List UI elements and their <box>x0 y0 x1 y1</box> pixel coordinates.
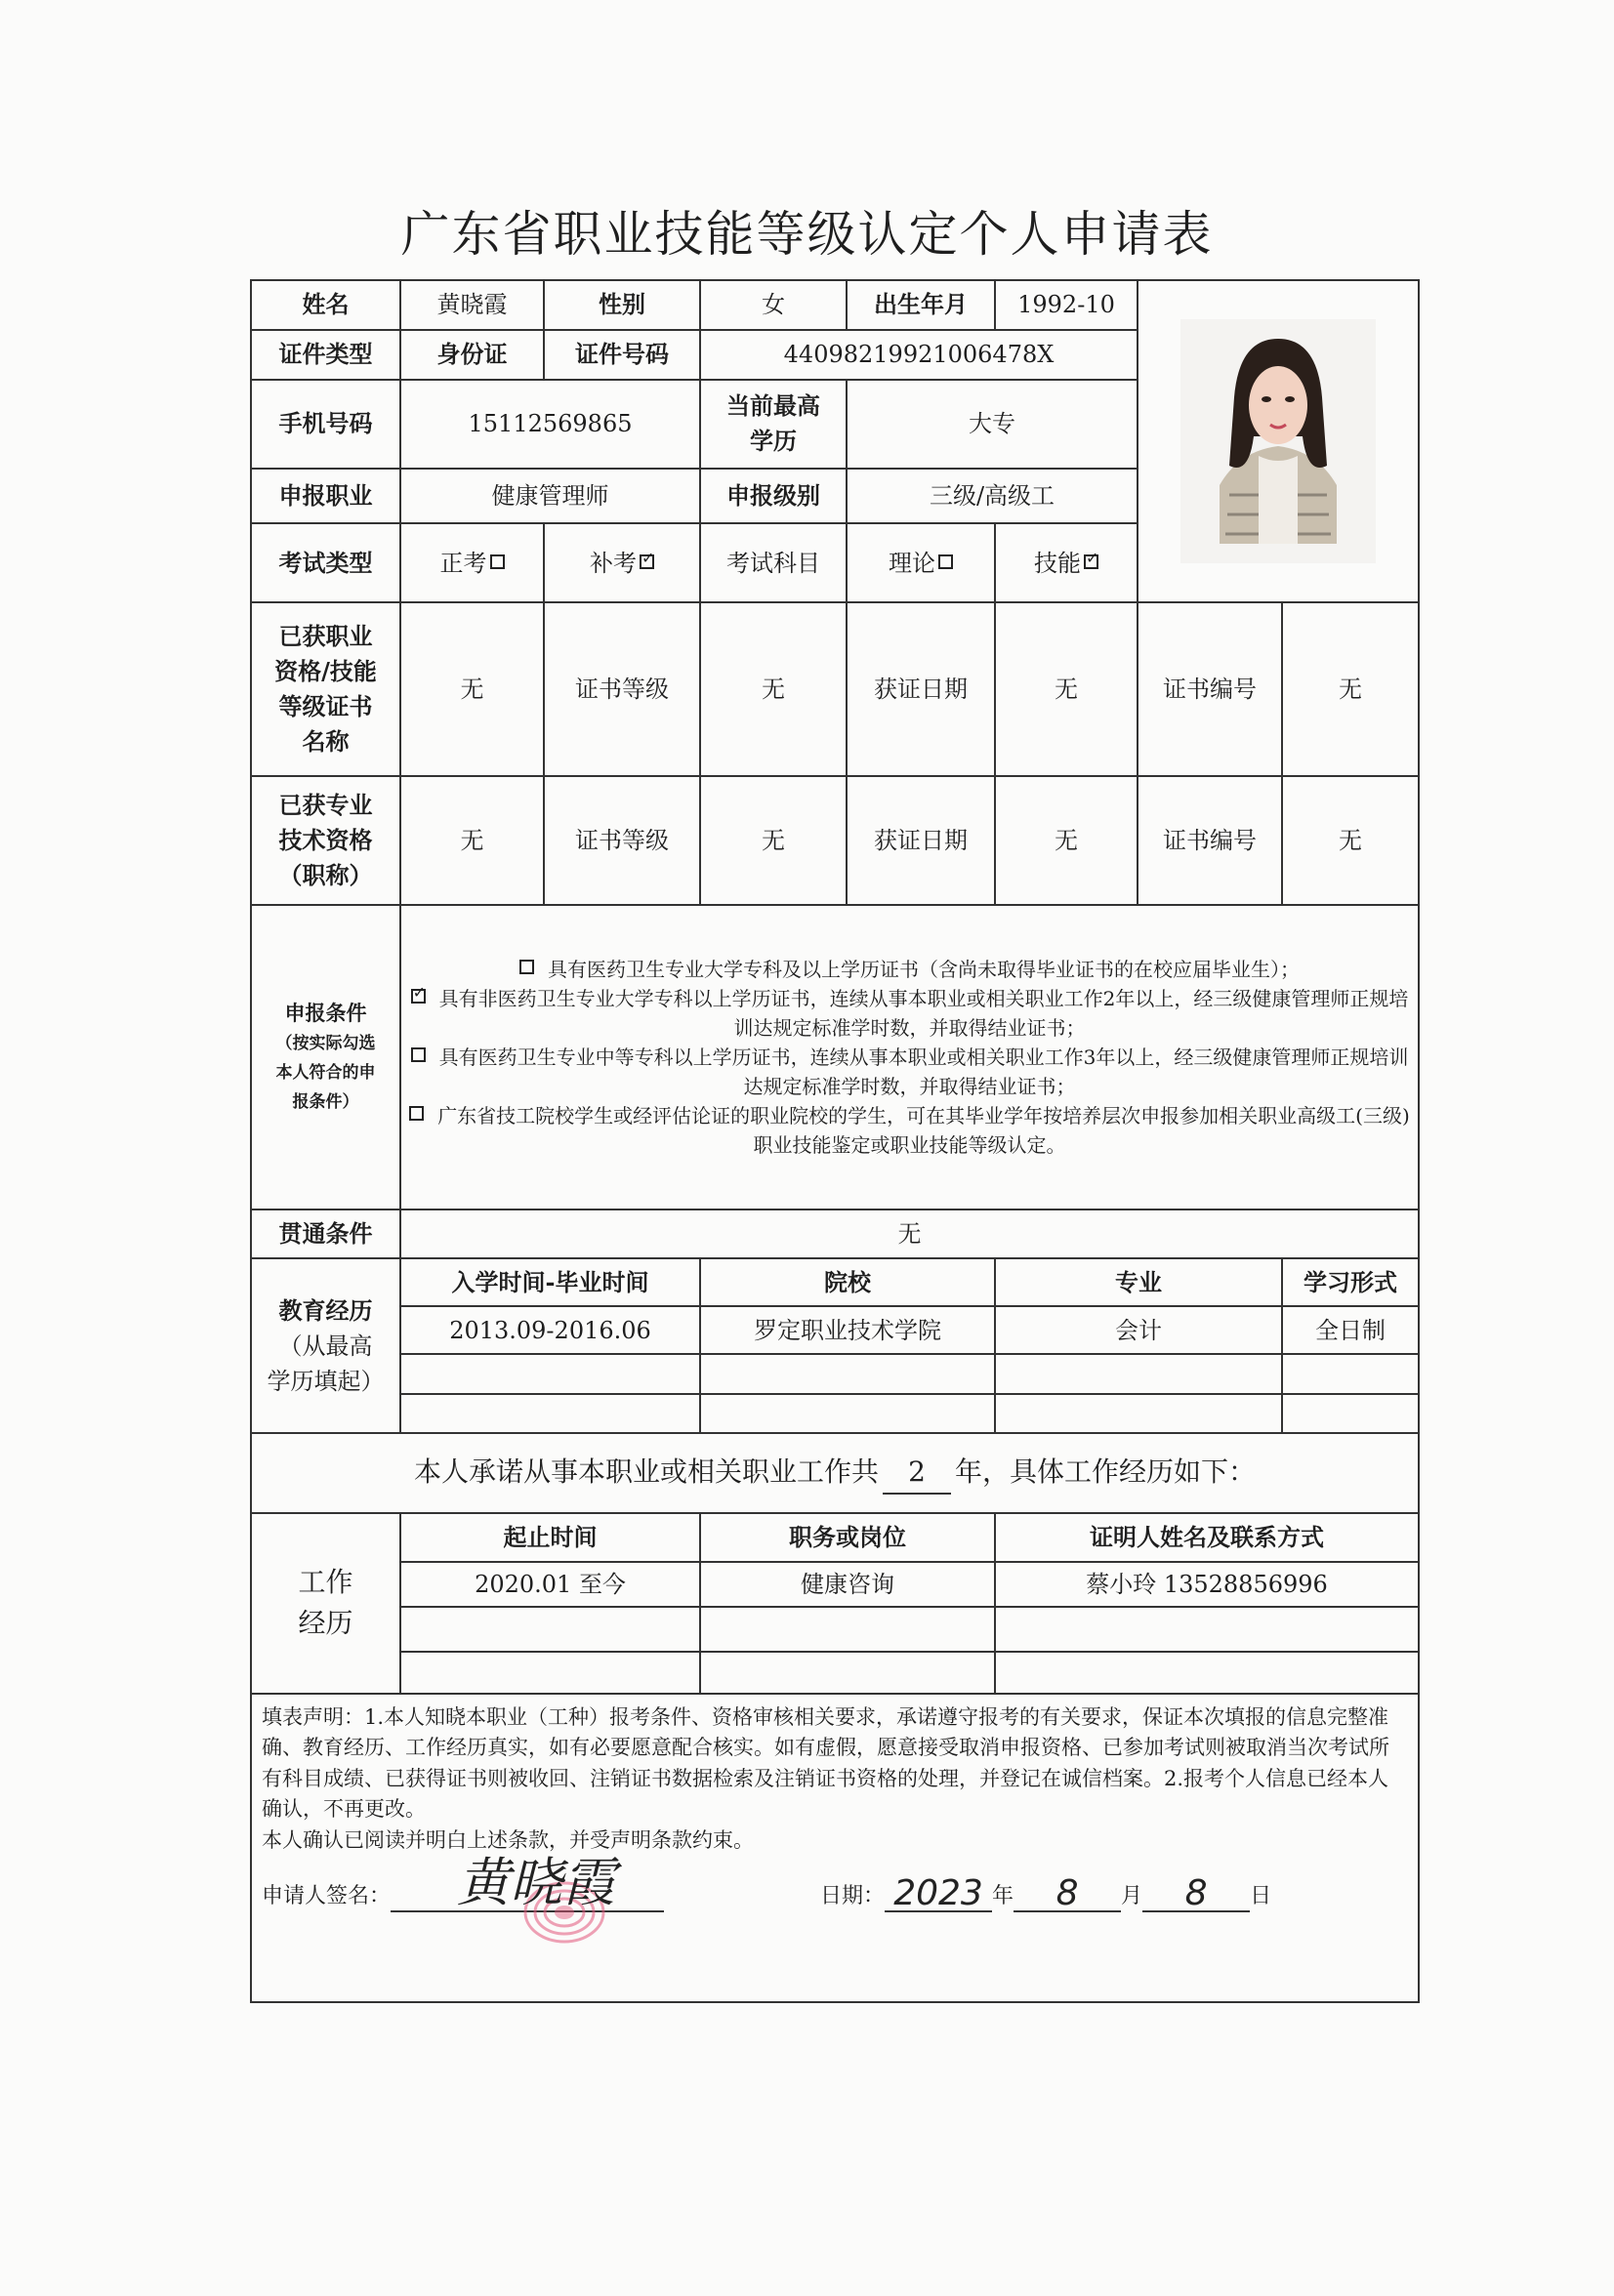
label-sign: 申请人签名： <box>262 1884 392 1909</box>
edu-mode-cell[interactable] <box>1282 1354 1419 1394</box>
date-month-field[interactable]: 8 <box>1014 1877 1121 1912</box>
value-education-level[interactable]: 大专 <box>847 380 1138 470</box>
checkbox-exam-regular[interactable] <box>490 554 505 569</box>
value-cert-tech-no[interactable]: 无 <box>1282 776 1419 905</box>
work-position-cell[interactable]: 健康咨询 <box>700 1562 995 1607</box>
edu-major-cell[interactable] <box>995 1394 1282 1434</box>
label-id-no: 证件号码 <box>544 330 700 380</box>
header-work-period: 起止时间 <box>400 1513 700 1563</box>
checkbox-subject-theory[interactable] <box>938 554 953 569</box>
label-name: 姓名 <box>251 280 400 330</box>
header-work-position: 职务或岗位 <box>700 1513 995 1563</box>
edu-school-cell[interactable] <box>700 1394 995 1434</box>
edu-major-cell[interactable]: 会计 <box>995 1306 1282 1354</box>
work-reference-cell[interactable] <box>995 1607 1419 1652</box>
value-cert-tech-name[interactable]: 无 <box>400 776 544 905</box>
date-day-field[interactable]: 8 <box>1142 1877 1250 1912</box>
signature-fingerprint <box>437 1842 662 1949</box>
edu-mode-cell[interactable] <box>1282 1394 1419 1434</box>
value-cert-tech-date[interactable]: 无 <box>995 776 1138 905</box>
table-row <box>251 1562 1419 1607</box>
header-edu-period: 入学时间-毕业时间 <box>400 1258 700 1306</box>
label-exam-type: 考试类型 <box>251 523 400 602</box>
condition-item[interactable]: 具有医药卫生专业中等专科以上学历证书，连续从事本职业或相关职业工作3年以上，经三级健康管理师正规培训达规定标准学时数，并取得结业证书； <box>409 1043 1410 1101</box>
work-reference-cell[interactable]: 蔡小玲 13528856996 <box>995 1562 1419 1607</box>
label-cert-grade: 证书等级 <box>544 602 700 776</box>
label-cert-no-2: 证书编号 <box>1138 776 1282 905</box>
value-cert-qual-grade[interactable]: 无 <box>700 602 847 776</box>
value-id-type[interactable]: 身份证 <box>400 330 544 380</box>
work-reference-cell[interactable] <box>995 1652 1419 1694</box>
edu-period-cell[interactable] <box>400 1354 700 1394</box>
condition-checkbox[interactable] <box>519 960 534 974</box>
table-row <box>251 1306 1419 1354</box>
condition-checkbox[interactable] <box>411 989 426 1004</box>
work-promise: 本人承诺从事本职业或相关职业工作共 2 年，具体工作经历如下： <box>251 1433 1419 1512</box>
option-subject-skill[interactable]: 技能✓ <box>995 523 1138 602</box>
table-row <box>251 1354 1419 1394</box>
declaration-section <box>251 1694 1419 2002</box>
label-cert-date-2: 获证日期 <box>847 776 995 905</box>
value-level[interactable]: 三级/高级工 <box>847 469 1138 523</box>
label-cert-no: 证书编号 <box>1138 602 1282 776</box>
checkbox-subject-skill[interactable] <box>1084 554 1098 569</box>
label-work-experience: 工作 经历 <box>251 1513 400 1694</box>
condition-checkbox[interactable] <box>411 1047 426 1062</box>
application-form <box>250 279 1420 2003</box>
value-through-condition[interactable]: 无 <box>400 1210 1419 1259</box>
edu-mode-cell[interactable]: 全日制 <box>1282 1306 1419 1354</box>
option-exam-makeup[interactable]: 补考✓ <box>544 523 700 602</box>
condition-item[interactable]: ✓具有非医药卫生专业大学专科以上学历证书，连续从事本职业或相关职业工作2年以上，经三级健康管理师正规培训达规定标准学时数，并取得结业证书； <box>409 984 1410 1043</box>
label-cert-technical: 已获专业 技术资格 （职称） <box>251 776 400 905</box>
declaration-text: 填表声明：1.本人知晓本职业（工种）报考条件、资格审核相关要求，承诺遵守报考的有关要求，保证本次填报的信息完整准确、教育经历、工作经历真实，如有必要愿意配合核实。如有虚假，愿意接受取消申报资格、已参加考试则被取消当次考试所有科目成绩、已获得证书则被收回、注销证书数据检索及注销证书资格的处理，并登记在诚信档案。2.报考个人信息已经本人确认，不再更改。 <box>262 1704 1389 1822</box>
label-gender: 性别 <box>544 280 700 330</box>
label-education-level: 当前最高 学历 <box>700 380 847 470</box>
value-cert-tech-grade[interactable]: 无 <box>700 776 847 905</box>
conditions-list <box>400 905 1419 1209</box>
label-birth: 出生年月 <box>847 280 995 330</box>
label-cert-grade-2: 证书等级 <box>544 776 700 905</box>
label-cert-date: 获证日期 <box>847 602 995 776</box>
label-phone: 手机号码 <box>251 380 400 470</box>
table-row <box>251 1394 1419 1434</box>
work-position-cell[interactable] <box>700 1607 995 1652</box>
table-row <box>251 1652 1419 1694</box>
label-conditions: 申报条件 （按实际勾选 本人符合的申 报条件） <box>251 905 400 1209</box>
condition-checkbox[interactable] <box>409 1106 424 1121</box>
portrait-photo <box>1180 319 1376 563</box>
header-edu-mode: 学习形式 <box>1282 1258 1419 1306</box>
value-occupation[interactable]: 健康管理师 <box>400 469 700 523</box>
table-row <box>251 1607 1419 1652</box>
label-level: 申报级别 <box>700 469 847 523</box>
edu-period-cell[interactable] <box>400 1394 700 1434</box>
value-cert-qual-no[interactable]: 无 <box>1282 602 1419 776</box>
option-subject-theory[interactable]: 理论 <box>847 523 995 602</box>
value-cert-qual-date[interactable]: 无 <box>995 602 1138 776</box>
date-year-field[interactable]: 2023 <box>885 1877 992 1912</box>
signature-text: 黄晓霞 <box>457 1852 615 1914</box>
header-edu-school: 院校 <box>700 1258 995 1306</box>
value-gender[interactable]: 女 <box>700 280 847 330</box>
option-exam-regular[interactable]: 正考 <box>400 523 544 602</box>
signature-line: 申请人签名： 黄晓霞 日期： 2023 年 8 月 8 日 <box>262 1877 1408 1912</box>
value-id-no[interactable]: 44098219921006478X <box>700 330 1138 380</box>
checkbox-exam-makeup[interactable] <box>640 554 654 569</box>
label-through-condition: 贯通条件 <box>251 1210 400 1259</box>
applicant-photo <box>1138 280 1419 602</box>
value-cert-qual-name[interactable]: 无 <box>400 602 544 776</box>
work-period-cell[interactable] <box>400 1607 700 1652</box>
condition-item[interactable]: 广东省技工院校学生或经评估论证的职业院校的学生，可在其毕业学年按培养层次申报参加相关职业高级工(三级)职业技能鉴定或职业技能等级认定。 <box>409 1101 1410 1160</box>
work-period-cell[interactable]: 2020.01 至今 <box>400 1562 700 1607</box>
edu-period-cell[interactable]: 2013.09-2016.06 <box>400 1306 700 1354</box>
page-title: 广东省职业技能等级认定个人申请表 <box>400 206 1214 263</box>
value-name[interactable]: 黄晓霞 <box>400 280 544 330</box>
edu-school-cell[interactable]: 罗定职业技术学院 <box>700 1306 995 1354</box>
label-occupation: 申报职业 <box>251 469 400 523</box>
label-exam-subject: 考试科目 <box>700 523 847 602</box>
header-edu-major: 专业 <box>995 1258 1282 1306</box>
value-phone[interactable]: 15112569865 <box>400 380 700 470</box>
header-work-reference: 证明人姓名及联系方式 <box>995 1513 1419 1563</box>
condition-item[interactable]: 具有医药卫生专业大学专科及以上学历证书（含尚未取得毕业证书的在校应届毕业生）； <box>409 955 1410 984</box>
work-years[interactable]: 2 <box>883 1452 951 1495</box>
work-position-cell[interactable] <box>700 1652 995 1694</box>
work-period-cell[interactable] <box>400 1652 700 1694</box>
value-birth[interactable]: 1992-10 <box>995 280 1138 330</box>
confirm-text: 本人确认已阅读并明白上述条款，并受声明条款约束。 <box>262 1827 754 1852</box>
edu-major-cell[interactable] <box>995 1354 1282 1394</box>
label-date: 日期： <box>820 1884 886 1909</box>
edu-school-cell[interactable] <box>700 1354 995 1394</box>
label-education: 教育经历 （从最高 学历填起） <box>251 1258 400 1433</box>
label-cert-qualification: 已获职业 资格/技能 等级证书 名称 <box>251 602 400 776</box>
label-id-type: 证件类型 <box>251 330 400 380</box>
